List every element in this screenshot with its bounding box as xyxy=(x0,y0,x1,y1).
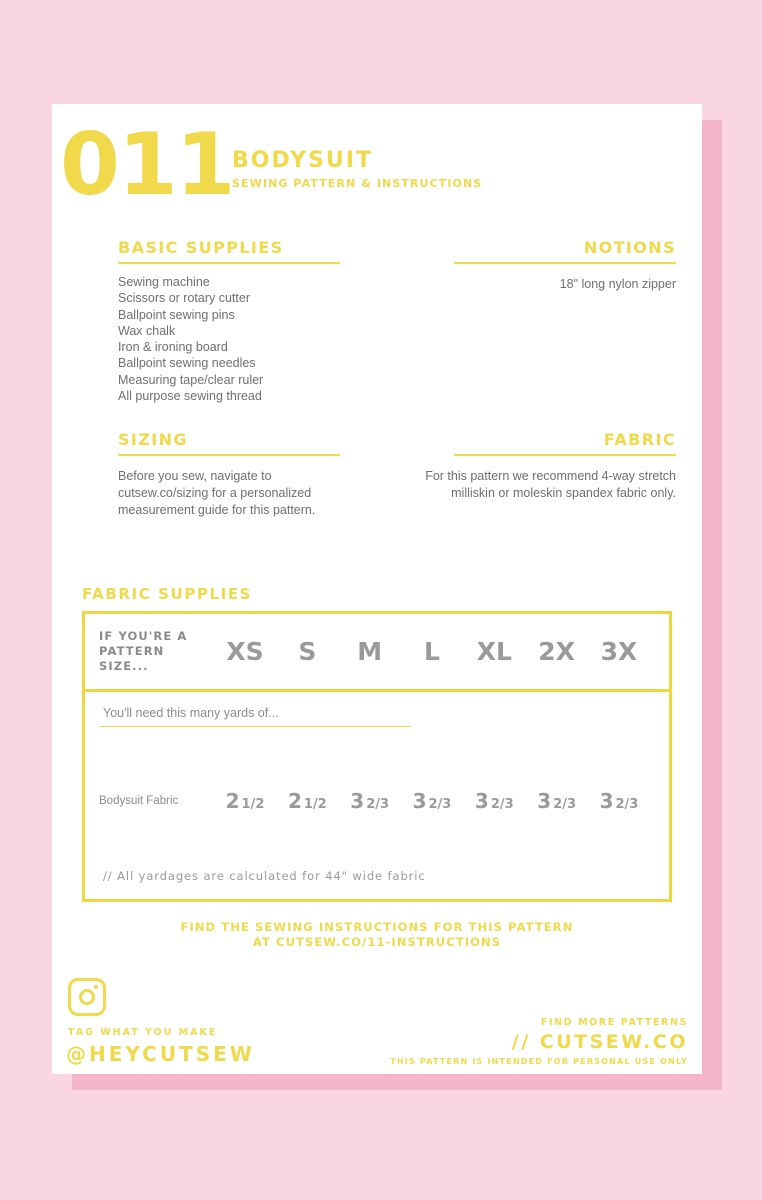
column-header: XL xyxy=(476,637,512,667)
instagram-handle[interactable]: @HEYCUTSEW xyxy=(66,1042,255,1066)
yardage-fraction: 1/2 xyxy=(241,797,265,813)
yardage-fraction: 2/3 xyxy=(366,797,390,813)
list-item: Scissors or rotary cutter xyxy=(118,291,250,306)
page-title: BODYSUIT xyxy=(232,148,373,173)
find-instructions-line2: AT CUTSEW.CO/11-INSTRUCTIONS xyxy=(252,935,502,950)
site-link[interactable]: // CUTSEW.CO xyxy=(511,1031,688,1053)
divider xyxy=(454,454,676,456)
table-footnote: // All yardages are calculated for 44" wide fabric xyxy=(103,869,426,884)
yardage-cells xyxy=(211,789,655,813)
column-header: S xyxy=(298,637,317,667)
list-item: All purpose sewing thread xyxy=(118,389,262,404)
fabric-heading: FABRIC xyxy=(603,430,676,450)
yardage-whole: 2 xyxy=(225,789,240,814)
yardage-fraction: 2/3 xyxy=(428,797,452,813)
footer-right xyxy=(390,1017,688,1066)
yardage-fraction: 2/3 xyxy=(490,797,514,813)
notions-item: 18" long nylon zipper xyxy=(559,277,676,291)
tag-label: TAG WHAT YOU MAKE xyxy=(68,1027,218,1038)
list-item: Ballpoint sewing pins xyxy=(118,307,235,322)
page-subtitle: SEWING PATTERN & INSTRUCTIONS xyxy=(232,177,483,190)
yardage-fraction: 2/3 xyxy=(553,797,577,813)
find-instructions xyxy=(52,920,702,950)
table-cell xyxy=(215,789,275,813)
table-cell xyxy=(402,789,462,813)
table-body xyxy=(85,692,669,899)
size-prompt-label: IF YOU'RE A PATTERN SIZE... xyxy=(99,629,188,674)
pattern-number: 011 xyxy=(60,115,234,215)
fabric-supplies-table xyxy=(82,611,672,902)
row-label: Bodysuit Fabric xyxy=(99,795,179,808)
notions-section xyxy=(377,238,676,404)
fabric-supplies-heading: FABRIC SUPPLIES xyxy=(82,585,253,604)
fabric-text: For this pattern we recommend 4-way stretch milliskin or moleskin spandex fabric only. xyxy=(425,469,676,501)
sizing-section xyxy=(78,430,377,519)
yardage-fraction: 1/2 xyxy=(303,797,327,813)
list-item: Measuring tape/clear ruler xyxy=(118,372,264,387)
instagram-lens xyxy=(79,989,95,1005)
list-item: Iron & ironing board xyxy=(118,340,228,355)
column-header: 2X xyxy=(538,637,575,667)
list-item: Ballpoint sewing needles xyxy=(118,356,256,371)
table-cell xyxy=(589,789,649,813)
list-item: Wax chalk xyxy=(118,323,176,338)
yardage-whole: 3 xyxy=(537,789,552,814)
sizing-heading: SIZING xyxy=(118,430,188,450)
table-cell xyxy=(277,789,337,813)
basic-supplies-list xyxy=(78,274,361,404)
info-columns-bottom xyxy=(52,430,702,519)
notions-heading: NOTIONS xyxy=(583,238,676,257)
column-header: XS xyxy=(226,637,264,667)
size-columns xyxy=(211,637,655,666)
sheet-footer xyxy=(52,954,702,1074)
table-header-row xyxy=(85,614,669,692)
column-header: 3X xyxy=(600,637,638,667)
divider xyxy=(454,262,676,264)
yardage-whole: 3 xyxy=(412,789,427,814)
sheet-header xyxy=(52,104,702,224)
yardage-whole: 3 xyxy=(350,789,365,814)
table-cell xyxy=(464,789,524,813)
list-item: Sewing machine xyxy=(118,275,210,289)
table-row xyxy=(99,789,655,813)
yards-prompt-label: You'll need this many yards of... xyxy=(99,706,411,727)
yardage-whole: 2 xyxy=(287,789,302,814)
basic-supplies-heading: BASIC SUPPLIES xyxy=(118,238,284,257)
sizing-text: Before you sew, navigate to cutsew.co/sizing for a personalized measurement guide for this pattern. xyxy=(118,469,316,518)
divider xyxy=(118,454,340,456)
column-header: L xyxy=(424,637,440,667)
column-header: M xyxy=(357,637,383,667)
yardage-fraction: 2/3 xyxy=(615,797,639,813)
fabric-section xyxy=(377,430,676,519)
title-block xyxy=(232,148,482,190)
yardage-whole: 3 xyxy=(599,789,614,814)
find-instructions-line1: FIND THE SEWING INSTRUCTIONS FOR THIS PATTERN xyxy=(180,920,574,935)
divider xyxy=(118,262,340,264)
instagram-icon[interactable] xyxy=(68,978,106,1016)
instagram-dot xyxy=(94,985,98,989)
find-more-label: FIND MORE PATTERNS xyxy=(540,1017,688,1028)
table-cell xyxy=(527,789,587,813)
usage-disclaimer: THIS PATTERN IS INTENDED FOR PERSONAL USE ONLY xyxy=(390,1057,688,1066)
basic-supplies-section xyxy=(78,238,377,404)
info-columns-top xyxy=(52,238,702,404)
table-cell xyxy=(340,789,400,813)
pattern-sheet xyxy=(52,104,702,1074)
yardage-whole: 3 xyxy=(474,789,489,814)
